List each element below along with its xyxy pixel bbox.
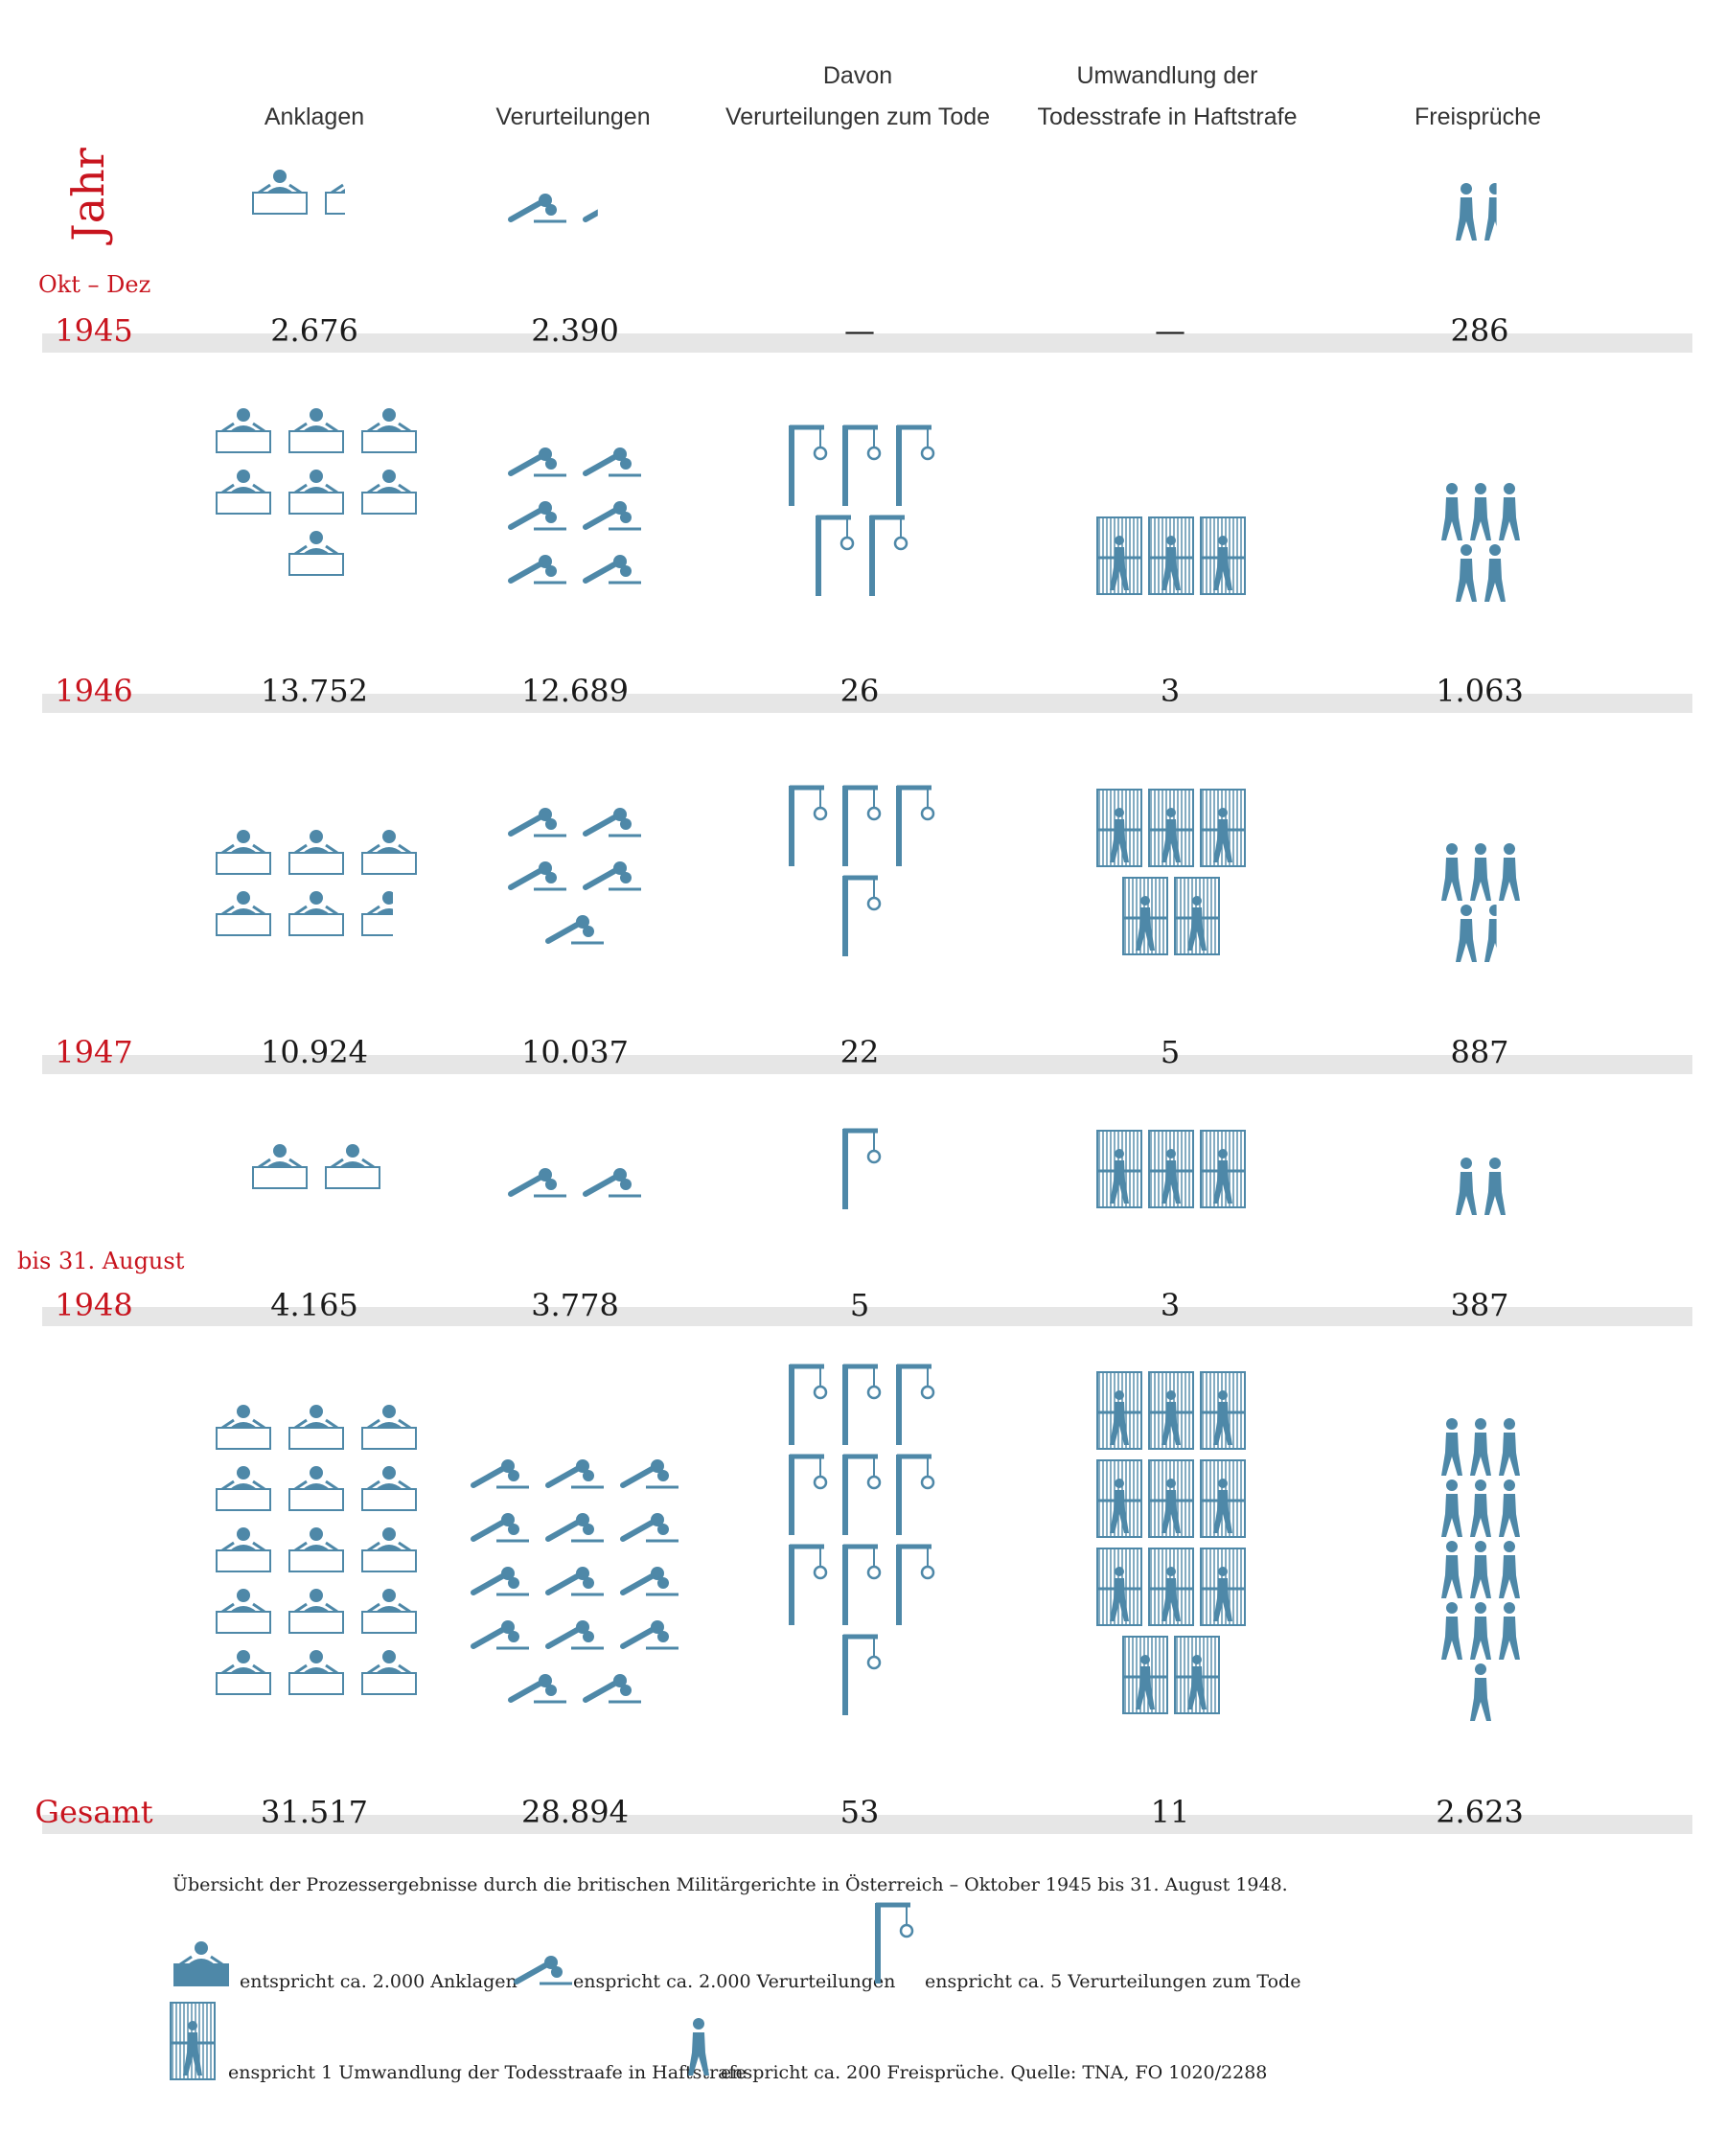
gallows-icon — [870, 516, 907, 596]
year-label-1945: 1945 — [55, 312, 133, 349]
desk-judge-icon — [289, 1650, 343, 1694]
value-gesamt-verurteilungen: 28.894 — [521, 1794, 629, 1830]
value-1946-freisprueche: 1.063 — [1436, 673, 1524, 709]
prison-cell-icon — [1097, 1372, 1141, 1449]
desk-judge-icon — [362, 1589, 416, 1633]
header-umwandlung-line1: Umwandlung der — [1076, 62, 1258, 89]
legend-desk-icon — [174, 1941, 228, 1985]
prison-cell-icon — [1201, 1131, 1245, 1207]
desk-judge-icon — [362, 470, 416, 514]
gavel-icon — [623, 1513, 678, 1541]
gavel-icon — [586, 1674, 641, 1702]
prison-cell-icon — [1201, 517, 1245, 594]
gallows-icon — [790, 1545, 826, 1625]
prison-cell-icon — [1097, 1548, 1141, 1625]
prison-cell-icon — [1149, 790, 1193, 866]
prison-cell-icon — [1097, 517, 1141, 594]
desk-judge-icon — [326, 170, 380, 214]
desk-judge-icon — [217, 1650, 270, 1694]
desk-judge-icon — [289, 891, 343, 935]
prison-cell-icon — [1201, 1372, 1245, 1449]
legend-person-icon — [688, 2018, 709, 2076]
gavel-icon — [586, 447, 641, 475]
gavel-icon — [511, 808, 566, 836]
person-icon — [1441, 1479, 1462, 1537]
value-gesamt-umwandlung: 11 — [1150, 1794, 1190, 1830]
value-1948-tode: 5 — [849, 1287, 870, 1323]
desk-judge-icon — [289, 1466, 343, 1510]
prison-cell-icon — [1123, 1637, 1167, 1713]
person-icon — [1470, 1541, 1491, 1598]
gavel-icon — [548, 1620, 604, 1648]
caption: Übersicht der Prozessergebnisse durch die britischen Militärgerichte in Österreich – Oktober 1945 bis 31. August 1948. — [172, 1874, 1288, 1895]
header-tode-line2: Verurteilungen zum Tode — [724, 103, 991, 130]
gallows-icon — [790, 1365, 826, 1445]
prison-cell-icon — [1201, 1548, 1245, 1625]
value-1946-tode: 26 — [840, 673, 880, 709]
gallows-icon — [843, 1129, 880, 1209]
desk-judge-icon — [362, 1405, 416, 1449]
gavel-icon — [586, 555, 641, 583]
person-icon — [1470, 1479, 1491, 1537]
value-1948-anklagen: 4.165 — [270, 1287, 358, 1323]
prison-cell-icon — [1175, 1637, 1219, 1713]
value-1947-tode: 22 — [840, 1034, 880, 1070]
header-tode-line1: Davon — [822, 62, 893, 89]
value-1945-umwandlung: — — [1155, 312, 1185, 349]
prison-cell-icon — [1149, 1372, 1193, 1449]
gallows-icon — [843, 1635, 880, 1715]
person-icon — [1499, 843, 1520, 901]
value-1946-verurteilungen: 12.689 — [521, 673, 629, 709]
person-icon — [1456, 1158, 1477, 1215]
gavel-icon — [586, 194, 641, 221]
gavel-icon — [473, 1513, 529, 1541]
gallows-icon — [897, 786, 933, 866]
value-1945-verurteilungen: 2.390 — [531, 312, 619, 349]
desk-judge-icon — [217, 1405, 270, 1449]
person-icon — [1456, 183, 1477, 241]
row-note-1945: Okt – Dez — [38, 271, 151, 298]
gallows-icon — [790, 1455, 826, 1535]
gavel-icon — [511, 861, 566, 889]
gavel-icon — [548, 1567, 604, 1594]
desk-judge-icon — [289, 470, 343, 514]
year-label-1948: 1948 — [55, 1287, 133, 1323]
desk-judge-icon — [289, 830, 343, 874]
person-icon — [1484, 544, 1506, 602]
person-icon — [1499, 1479, 1520, 1537]
value-1945-anklagen: 2.676 — [270, 312, 358, 349]
gavel-icon — [548, 915, 604, 943]
gavel-icon — [511, 194, 566, 221]
person-icon — [1470, 843, 1491, 901]
value-1946-umwandlung: 3 — [1160, 673, 1181, 709]
person-icon — [1484, 183, 1506, 241]
year-label-1947: 1947 — [55, 1034, 133, 1070]
year-label-1946: 1946 — [55, 673, 133, 709]
gavel-icon — [586, 861, 641, 889]
desk-judge-icon — [253, 1144, 307, 1188]
prison-cell-icon — [1201, 790, 1245, 866]
gallows-icon — [843, 786, 880, 866]
year-label-gesamt: Gesamt — [34, 1794, 153, 1830]
gavel-icon — [548, 1459, 604, 1487]
legend-gavel-icon — [517, 1956, 572, 1984]
legend-prison-cell-icon — [171, 2003, 215, 2079]
person-icon — [1470, 483, 1491, 540]
value-1948-freisprueche: 387 — [1450, 1287, 1509, 1323]
value-gesamt-tode: 53 — [840, 1794, 880, 1830]
person-icon — [1499, 483, 1520, 540]
desk-judge-icon — [217, 408, 270, 452]
header-year: Jahr — [62, 148, 114, 241]
desk-judge-icon — [289, 1527, 343, 1571]
legend-tode-text: enspricht ca. 5 Verurteilungen zum Tode — [925, 1971, 1301, 1992]
gallows-icon — [897, 425, 933, 506]
gallows-icon — [897, 1455, 933, 1535]
desk-judge-icon — [217, 830, 270, 874]
desk-judge-icon — [217, 891, 270, 935]
gavel-icon — [623, 1459, 678, 1487]
gavel-icon — [511, 501, 566, 529]
person-icon — [1441, 1602, 1462, 1660]
gavel-icon — [623, 1620, 678, 1648]
gavel-icon — [473, 1620, 529, 1648]
legend-verurteilungen-text: enspricht ca. 2.000 Verurteilungen — [573, 1971, 896, 1992]
prison-cell-icon — [1149, 517, 1193, 594]
gavel-icon — [511, 1674, 566, 1702]
desk-judge-icon — [217, 1527, 270, 1571]
person-icon — [1456, 905, 1477, 962]
gavel-icon — [586, 501, 641, 529]
person-icon — [1484, 1158, 1506, 1215]
value-1947-anklagen: 10.924 — [261, 1034, 368, 1070]
person-icon — [1470, 1663, 1491, 1721]
desk-judge-icon — [362, 891, 416, 935]
value-1947-freisprueche: 887 — [1450, 1034, 1509, 1070]
legend-gallows-icon — [876, 1903, 912, 1984]
desk-judge-icon — [217, 1589, 270, 1633]
gavel-icon — [473, 1459, 529, 1487]
gallows-icon — [790, 786, 826, 866]
value-1948-verurteilungen: 3.778 — [531, 1287, 619, 1323]
desk-judge-icon — [289, 408, 343, 452]
gavel-icon — [511, 1168, 566, 1196]
desk-judge-icon — [362, 1466, 416, 1510]
row-note-1948: bis 31. August — [17, 1248, 185, 1274]
gallows-icon — [843, 1545, 880, 1625]
person-icon — [1470, 1418, 1491, 1476]
person-icon — [1499, 1541, 1520, 1598]
desk-judge-icon — [253, 170, 307, 214]
header-anklagen: Anklagen — [264, 103, 365, 130]
prison-cell-icon — [1149, 1548, 1193, 1625]
desk-judge-icon — [289, 1589, 343, 1633]
person-icon — [1456, 544, 1477, 602]
person-icon — [1499, 1602, 1520, 1660]
person-icon — [1470, 1602, 1491, 1660]
person-icon — [1441, 1418, 1462, 1476]
gavel-icon — [623, 1567, 678, 1594]
gallows-icon — [843, 425, 880, 506]
value-1945-tode: — — [844, 312, 875, 349]
gallows-icon — [897, 1365, 933, 1445]
desk-judge-icon — [217, 1466, 270, 1510]
gavel-icon — [586, 1168, 641, 1196]
value-1947-umwandlung: 5 — [1160, 1034, 1181, 1070]
prison-cell-icon — [1149, 1131, 1193, 1207]
gallows-icon — [843, 876, 880, 956]
person-icon — [1499, 1418, 1520, 1476]
person-icon — [1441, 483, 1462, 540]
value-gesamt-anklagen: 31.517 — [261, 1794, 368, 1830]
desk-judge-icon — [362, 408, 416, 452]
desk-judge-icon — [362, 830, 416, 874]
gallows-icon — [843, 1365, 880, 1445]
gallows-icon — [816, 516, 853, 596]
value-1948-umwandlung: 3 — [1160, 1287, 1181, 1323]
prison-cell-icon — [1175, 878, 1219, 954]
person-icon — [1441, 843, 1462, 901]
desk-judge-icon — [362, 1527, 416, 1571]
header-freisprueche: Freisprüche — [1414, 103, 1541, 130]
gavel-icon — [586, 808, 641, 836]
value-1945-freisprueche: 286 — [1450, 312, 1509, 349]
legend-umwandlung-text: enspricht 1 Umwandlung der Todesstraafe in Haftstrafe — [228, 2062, 747, 2083]
value-1946-anklagen: 13.752 — [261, 673, 368, 709]
gallows-icon — [790, 425, 826, 506]
desk-judge-icon — [326, 1144, 380, 1188]
gavel-icon — [548, 1513, 604, 1541]
prison-cell-icon — [1201, 1460, 1245, 1537]
header-verurteilungen: Verurteilungen — [495, 103, 651, 130]
value-gesamt-freisprueche: 2.623 — [1436, 1794, 1524, 1830]
gavel-icon — [473, 1567, 529, 1594]
desk-judge-icon — [217, 470, 270, 514]
person-icon — [1484, 905, 1506, 962]
prison-cell-icon — [1097, 1131, 1141, 1207]
person-icon — [1441, 1541, 1462, 1598]
gallows-icon — [843, 1455, 880, 1535]
legend-anklagen-text: entspricht ca. 2.000 Anklagen — [240, 1971, 518, 1992]
gallows-icon — [897, 1545, 933, 1625]
legend-freisprueche-text: enspricht ca. 200 Freisprüche. Quelle: TNA, FO 1020/2288 — [721, 2062, 1268, 2083]
desk-judge-icon — [289, 1405, 343, 1449]
gavel-icon — [511, 555, 566, 583]
desk-judge-icon — [289, 531, 343, 575]
header-umwandlung-line2: Todesstrafe in Haftstrafe — [1037, 103, 1298, 130]
prison-cell-icon — [1097, 790, 1141, 866]
gavel-icon — [511, 447, 566, 475]
prison-cell-icon — [1149, 1460, 1193, 1537]
prison-cell-icon — [1123, 878, 1167, 954]
prison-cell-icon — [1097, 1460, 1141, 1537]
desk-judge-icon — [362, 1650, 416, 1694]
value-1947-verurteilungen: 10.037 — [521, 1034, 629, 1070]
